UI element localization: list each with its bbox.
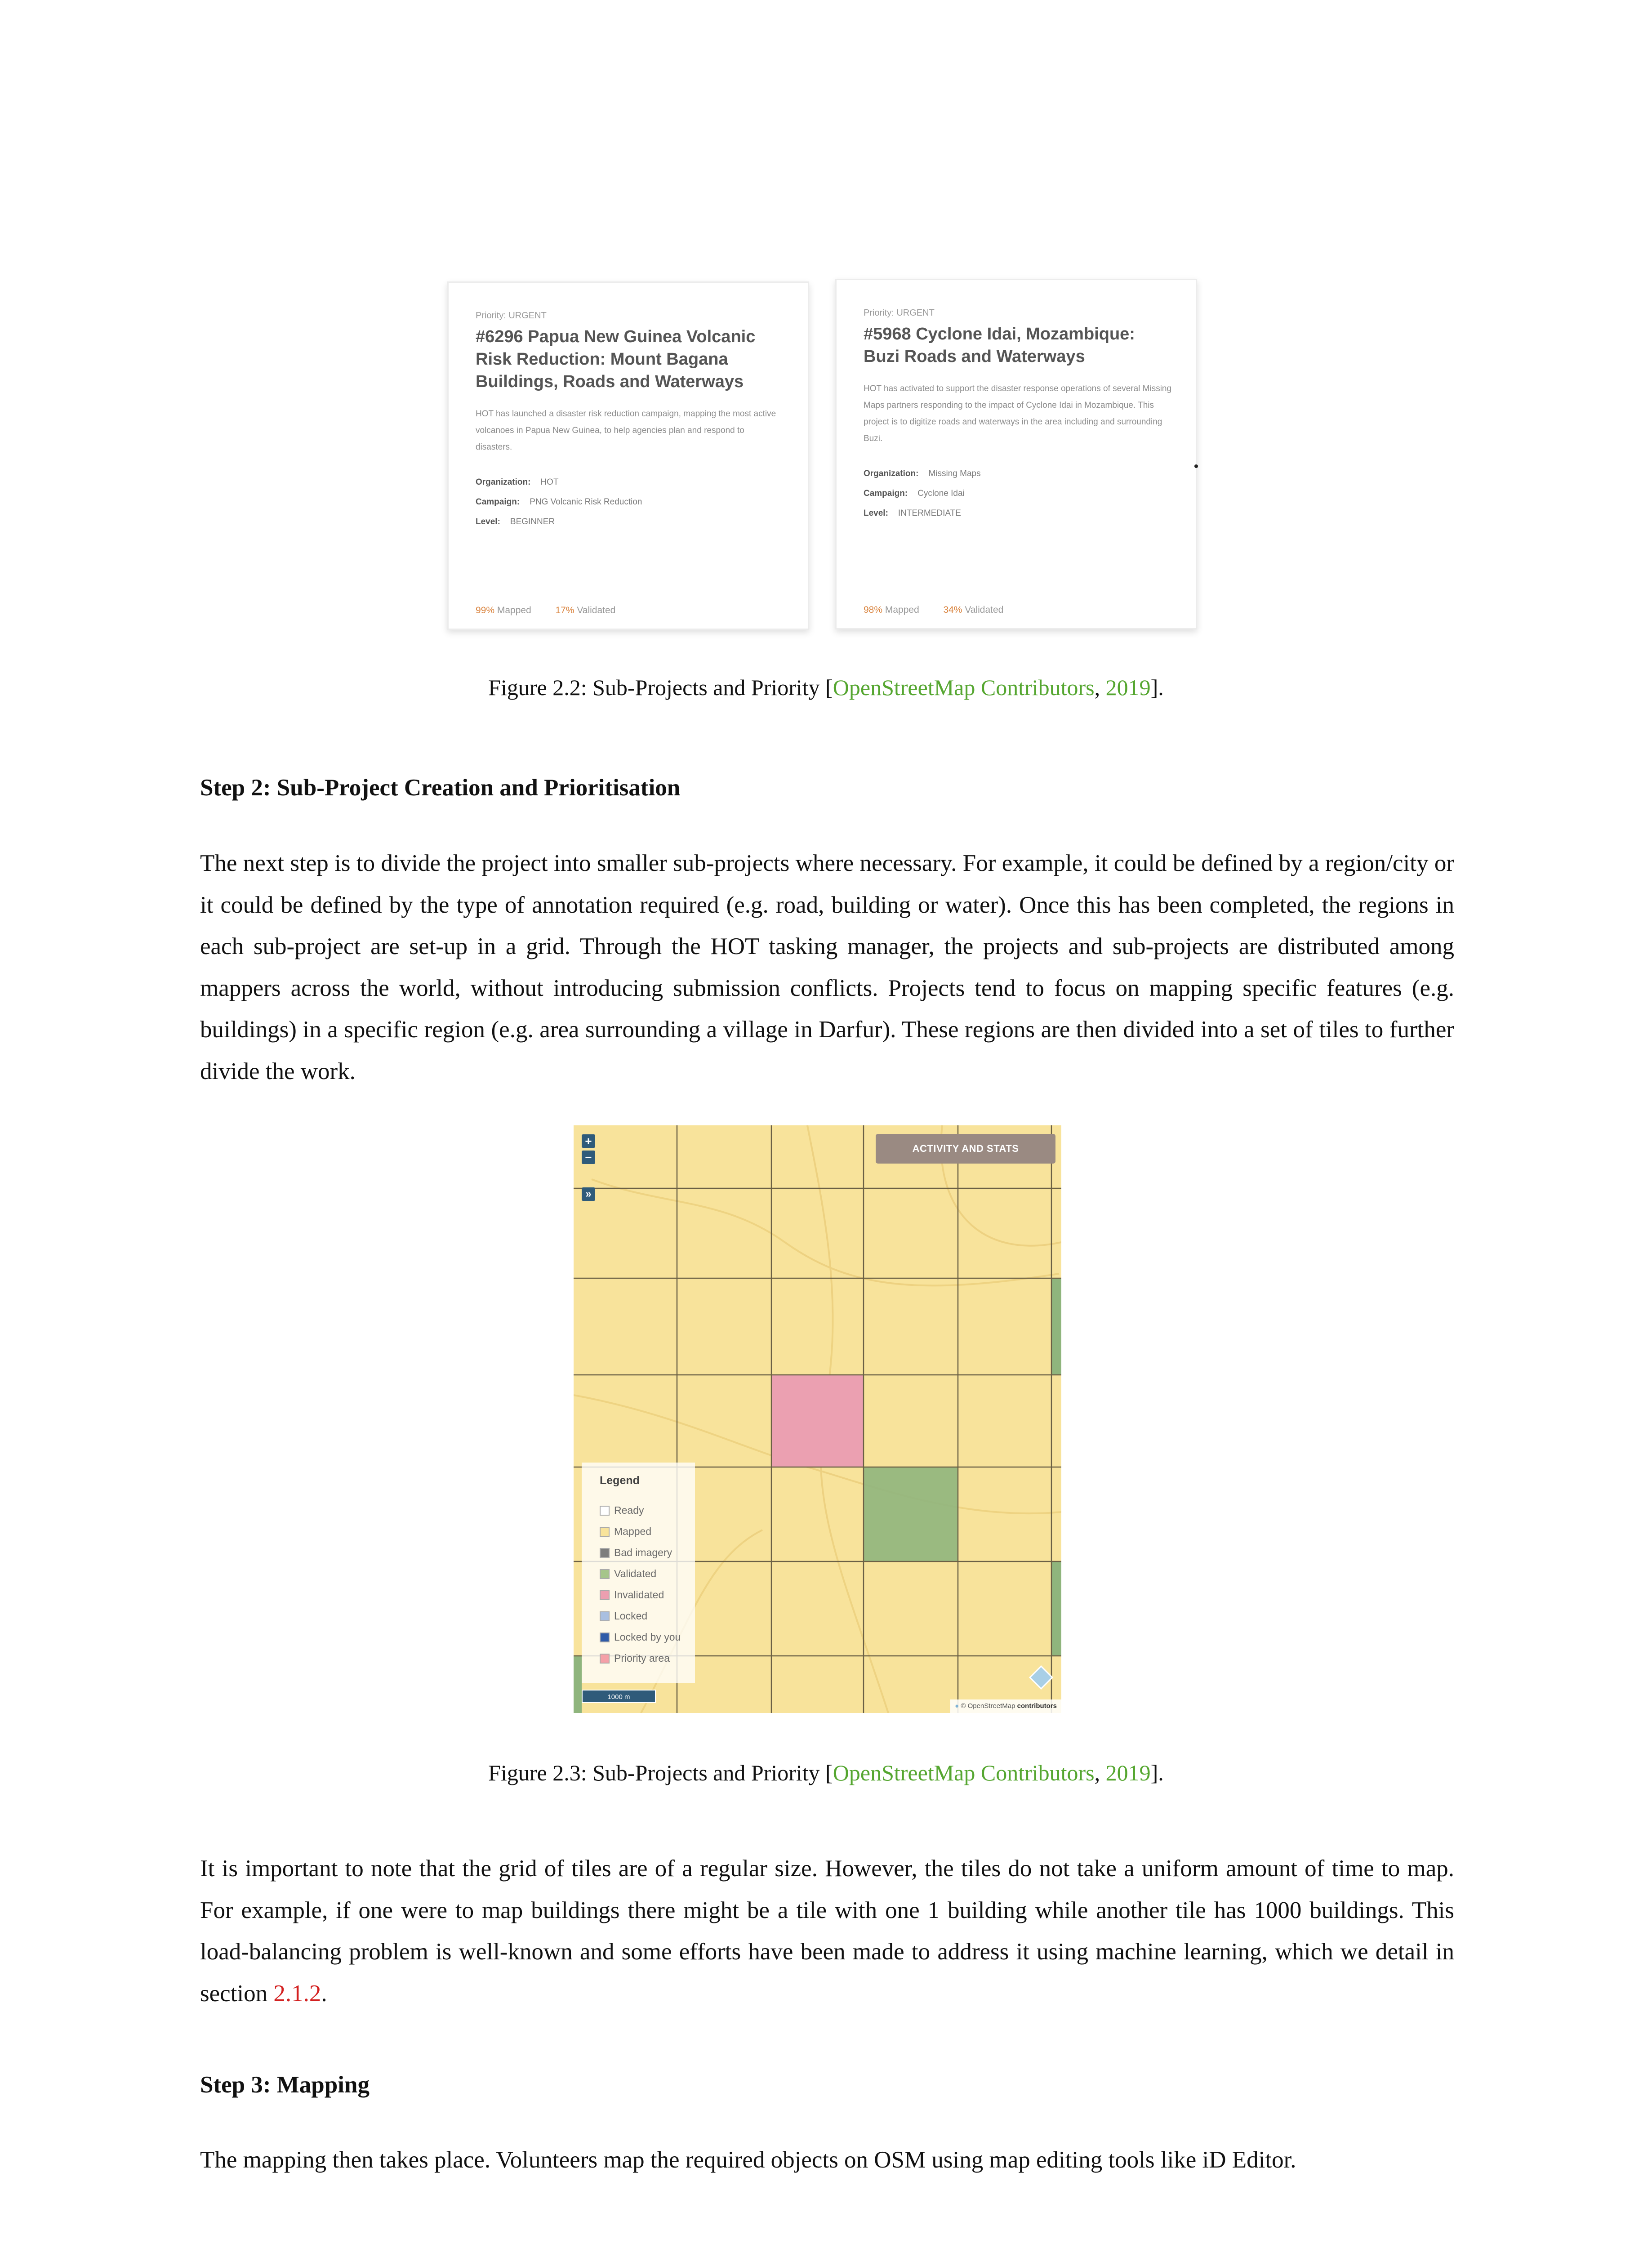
organization-label: Organization: bbox=[476, 477, 531, 487]
figure-2-2-caption bbox=[0, 674, 1652, 700]
invalidated-tile bbox=[771, 1375, 864, 1467]
legend-label: Validated bbox=[614, 1568, 657, 1579]
priority-label: Priority: URGENT bbox=[864, 308, 935, 318]
level-label: Level: bbox=[864, 508, 888, 518]
project-card-6296[interactable] bbox=[447, 281, 809, 630]
validated-tile-edge-1 bbox=[1051, 1278, 1061, 1375]
step2-paragraph: The next step is to divide the project into smaller sub-projects where necessary. For example, it could be defined by a region/city or it could be defined by the type of annotation required (e.g. road, building or water). Once this has been completed, the regions in each sub-project are set-up in a grid. Through the HOT tasking manager, the projects and sub-projects are distributed among mappers across the world, without introducing submission conflicts. Projects tend to focus on mapping specific features (e.g. buildings) in a specific region (e.g. area surrounding a village in Darfur). These regions are then divided into a set of tiles to further divide the work. bbox=[200, 850, 1454, 1084]
legend-item bbox=[600, 1606, 695, 1627]
validated-tile bbox=[864, 1467, 958, 1561]
project-stats bbox=[476, 605, 615, 616]
mapped-percent: 98% bbox=[864, 605, 883, 615]
section-reference-link[interactable]: 2.1.2 bbox=[273, 1980, 321, 2007]
validated-label: Validated bbox=[965, 605, 1004, 615]
caption-suffix: ]. bbox=[1150, 1760, 1164, 1785]
citation-link[interactable]: OpenStreetMap Contributors bbox=[833, 1760, 1095, 1785]
level-label: Level: bbox=[476, 517, 500, 526]
activity-and-stats-button[interactable]: ACTIVITY AND STATS bbox=[876, 1134, 1055, 1164]
legend-item bbox=[600, 1500, 695, 1521]
stray-dot bbox=[1194, 464, 1198, 468]
paragraph-text: It is important to note that the grid of tiles are of a regular size. However, the tiles do not take a uniform amount of time to map. For example, if one were to map buildings there might be a tile with one 1 building while another tile has 1000 buildings. This load-balancing problem is well-known and some efforts have been made to address it using machine learning, which we detail in section bbox=[200, 1855, 1454, 2007]
citation-link[interactable]: OpenStreetMap Contributors bbox=[833, 675, 1095, 700]
paragraph-end: . bbox=[321, 1980, 327, 2007]
mapped-label: Mapped bbox=[497, 605, 531, 616]
attribution-suffix: contributors bbox=[1017, 1702, 1057, 1710]
load-balancing-paragraph bbox=[200, 1848, 1454, 2014]
legend-swatch bbox=[600, 1611, 610, 1621]
legend-swatch bbox=[600, 1569, 610, 1579]
citation-year-link[interactable]: 2019 bbox=[1105, 1760, 1151, 1785]
expand-sidebar-button[interactable]: » bbox=[582, 1187, 595, 1201]
tasking-manager-map[interactable] bbox=[574, 1125, 1061, 1713]
project-description: HOT has activated to support the disaster response operations of several Missing Maps partners responding to the impact of Cyclone Idai in Mozambique. This project is to digitize roads and waterways in the area including and surrounding Buzi. bbox=[864, 384, 1172, 443]
organization-value: Missing Maps bbox=[928, 469, 981, 478]
step3-heading: Step 3: Mapping bbox=[200, 2072, 370, 2098]
map-attribution: ● © OpenStreetMap contributors bbox=[950, 1699, 1061, 1713]
legend-label: Mapped bbox=[614, 1525, 652, 1537]
caption-text: Figure 2.3: Sub-Projects and Priority [ bbox=[488, 1760, 833, 1785]
scale-bar: 1000 m bbox=[582, 1690, 656, 1703]
validated-percent: 17% bbox=[555, 605, 574, 616]
caption-text: Figure 2.2: Sub-Projects and Priority [ bbox=[488, 675, 833, 700]
validated-label: Validated bbox=[577, 605, 616, 616]
project-title[interactable]: #6296 Papua New Guinea Volcanic Risk Reduction: Mount Bagana Buildings, Roads and Waterways bbox=[476, 327, 756, 391]
attribution-prefix[interactable]: © OpenStreetMap bbox=[961, 1702, 1015, 1710]
legend-label: Locked by you bbox=[614, 1631, 681, 1643]
organization-value: HOT bbox=[540, 477, 559, 487]
layers-button[interactable] bbox=[1026, 1663, 1056, 1692]
caption-separator: , bbox=[1094, 1760, 1106, 1785]
project-meta bbox=[864, 464, 1169, 523]
legend-label: Bad imagery bbox=[614, 1547, 672, 1558]
zoom-out-button[interactable]: − bbox=[582, 1151, 595, 1164]
legend-swatch bbox=[600, 1590, 610, 1600]
legend-label: Priority area bbox=[614, 1652, 670, 1664]
campaign-label: Campaign: bbox=[864, 489, 908, 498]
validated-tile-edge-2 bbox=[1051, 1561, 1061, 1656]
caption-separator: , bbox=[1094, 675, 1106, 700]
campaign-label: Campaign: bbox=[476, 497, 520, 507]
project-card-5968[interactable] bbox=[835, 279, 1197, 629]
mapped-percent: 99% bbox=[476, 605, 495, 616]
validated-percent: 34% bbox=[943, 605, 962, 615]
legend-swatch bbox=[600, 1654, 610, 1664]
project-description: HOT has launched a disaster risk reduction campaign, mapping the most active volcanoes in Papua New Guinea, to help agencies plan and respond to disasters. bbox=[476, 409, 776, 452]
caption-suffix: ]. bbox=[1150, 675, 1164, 700]
legend-item bbox=[600, 1563, 695, 1584]
legend-item bbox=[600, 1648, 695, 1669]
legend-label: Locked bbox=[614, 1610, 648, 1622]
level-value: INTERMEDIATE bbox=[898, 508, 961, 518]
legend-item bbox=[600, 1627, 695, 1648]
figure-2-3-caption bbox=[0, 1760, 1652, 1786]
project-meta bbox=[476, 473, 781, 532]
legend-title: Legend bbox=[600, 1474, 640, 1487]
legend-swatch bbox=[600, 1632, 610, 1642]
campaign-value: PNG Volcanic Risk Reduction bbox=[530, 497, 642, 507]
project-stats bbox=[864, 605, 1003, 616]
legend-label: Ready bbox=[614, 1504, 644, 1516]
mapped-label: Mapped bbox=[885, 605, 919, 615]
campaign-value: Cyclone Idai bbox=[917, 489, 965, 498]
zoom-in-button[interactable]: + bbox=[582, 1134, 595, 1148]
legend-swatch bbox=[600, 1548, 610, 1558]
level-value: BEGINNER bbox=[510, 517, 555, 526]
validated-tile-edge-3 bbox=[574, 1656, 582, 1713]
map-legend bbox=[582, 1463, 695, 1683]
organization-label: Organization: bbox=[864, 469, 919, 478]
step3-paragraph: The mapping then takes place. Volunteers map the required objects on OSM using map editing tools like iD Editor. bbox=[200, 2147, 1296, 2173]
legend-label: Invalidated bbox=[614, 1589, 664, 1601]
legend-swatch bbox=[600, 1527, 610, 1537]
step2-heading: Step 2: Sub-Project Creation and Prioritisation bbox=[200, 775, 681, 801]
project-title[interactable]: #5968 Cyclone Idai, Mozambique: Buzi Roads and Waterways bbox=[864, 325, 1135, 366]
legend-swatch bbox=[600, 1506, 610, 1516]
citation-year-link[interactable]: 2019 bbox=[1105, 675, 1151, 700]
priority-label: Priority: URGENT bbox=[476, 311, 547, 321]
legend-item bbox=[600, 1521, 695, 1542]
legend-item bbox=[600, 1542, 695, 1563]
legend-item bbox=[600, 1584, 695, 1606]
